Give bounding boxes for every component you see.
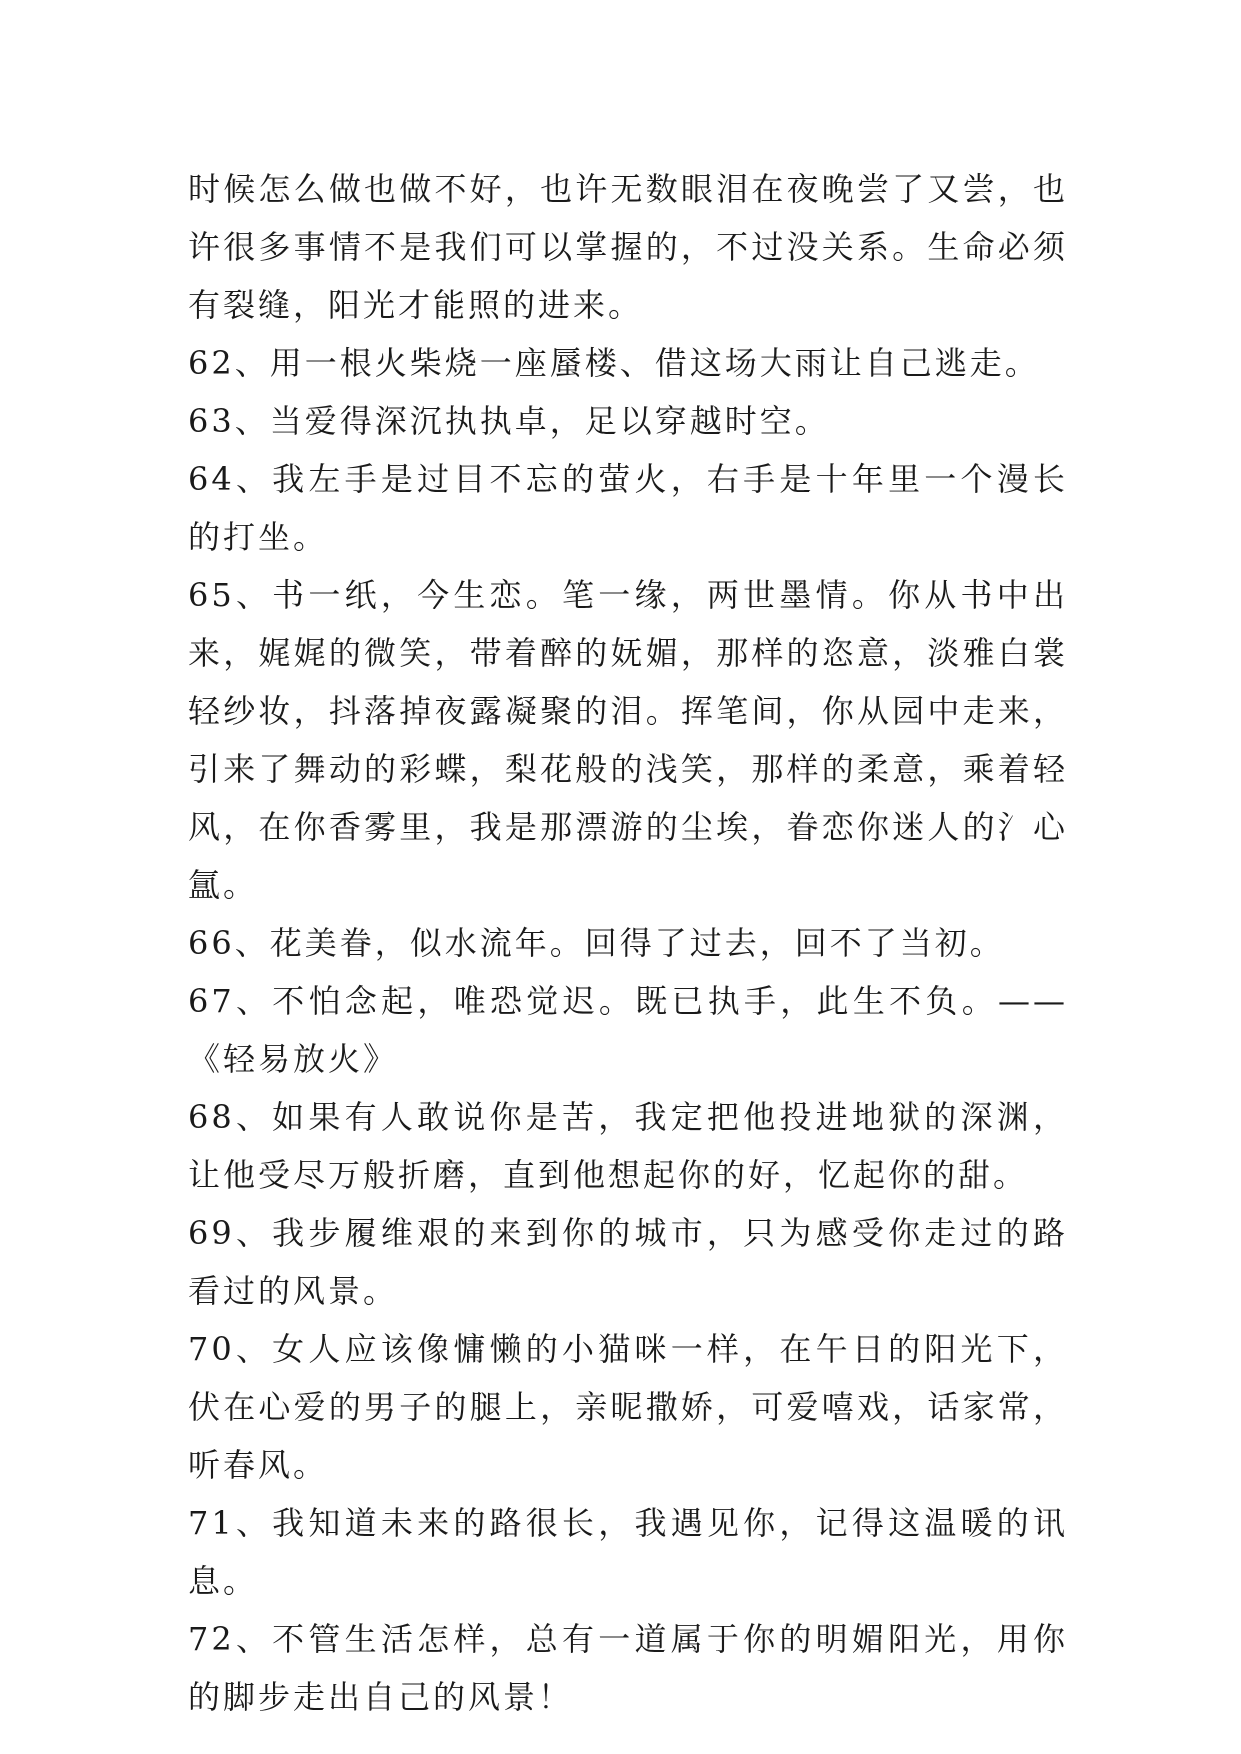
paragraph-65: 65、书一纸，今生恋。笔一缘，两世墨情。你从书中出来，娓娓的微笑，带着醉的妩媚，那样的恣意，淡雅白裳轻纱妆，抖落掉夜露凝聚的泪。挥笔间，你从园中走来，引来了舞动的彩蝶，梨花般的浅笑，那样的柔意，乘着轻风，在你香雾里，我是那漂游的尘埃，眷恋你迷人的氵心氲。 xyxy=(188,576,1068,904)
paragraph-69: 69、我步履维艰的来到你的城市，只为感受你走过的路看过的风景。 xyxy=(188,1214,1068,1310)
paragraph-62: 62、用一根火柴烧一座蜃楼、借这场大雨让自己逃走。 xyxy=(188,344,1040,382)
paragraph-70: 70、女人应该像慵懒的小猫咪一样，在午日的阳光下，伏在心爱的男子的腿上，亲昵撒娇，可爱嘻戏，话家常，听春风。 xyxy=(188,1330,1068,1484)
paragraph-66: 66、花美眷，似水流年。回得了过去，回不了当初。 xyxy=(188,924,1005,962)
document-body xyxy=(188,160,1068,1726)
paragraph-72: 72、不管生活怎样，总有一道属于你的明媚阳光，用你的脚步走出自己的风景！ xyxy=(188,1620,1068,1716)
paragraph-continuation: 时候怎么做也做不好，也许无数眼泪在夜晚尝了又尝，也许很多事情不是我们可以掌握的，不过没关系。生命必须有裂缝，阳光才能照的进来。 xyxy=(188,170,1068,324)
paragraph-71: 71、我知道未来的路很长，我遇见你，记得这温暖的讯息。 xyxy=(188,1504,1068,1600)
paragraph-64: 64、我左手是过目不忘的萤火，右手是十年里一个漫长的打坐。 xyxy=(188,460,1068,556)
paragraph-63: 63、当爱得深沉执执卓，足以穿越时空。 xyxy=(188,402,830,440)
paragraph-67: 67、不怕念起，唯恐觉迟。既已执手，此生不负。——《轻易放火》 xyxy=(188,982,1068,1078)
paragraph-68: 68、如果有人敢说你是苦，我定把他投进地狱的深渊，让他受尽万般折磨，直到他想起你的好，忆起你的甜。 xyxy=(188,1098,1068,1194)
